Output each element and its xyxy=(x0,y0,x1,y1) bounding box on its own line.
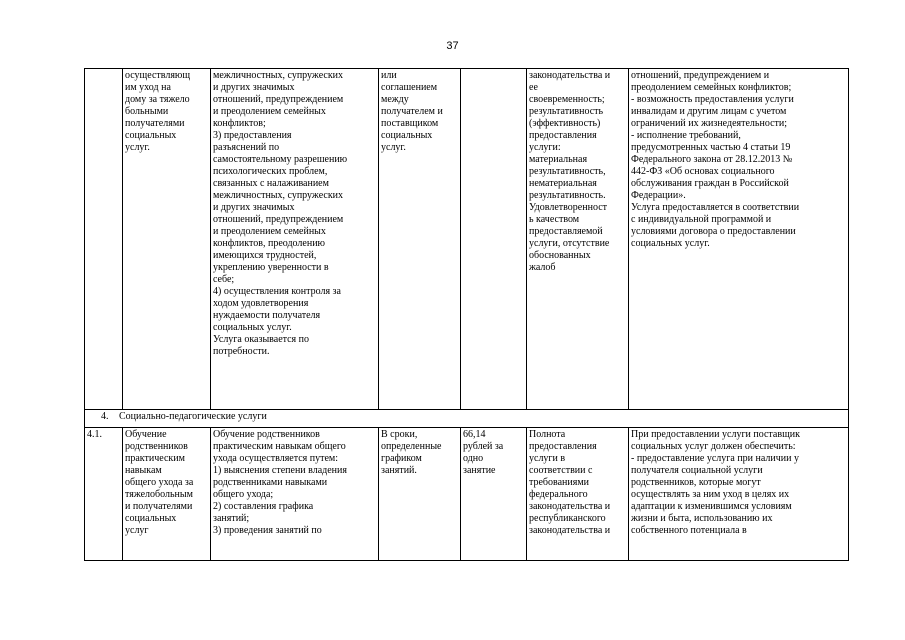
cell-service-terms: или соглашением между получателем и поставщиком социальных услуг. xyxy=(379,69,461,410)
cell-service-name: осуществляющ им уход на дому за тяжело больными получателями социальных услуг. xyxy=(123,69,211,410)
cell-service-terms: В сроки, определенные графиком занятий. xyxy=(379,428,461,561)
cell-quality-indicators: Полнота предоставления услуги в соответствии с требованиями федерального законодательства и республиканского законодательства и xyxy=(527,428,629,561)
cell-service-description: Обучение родственников практическим навыкам общего ухода осуществляется путем: 1) выяснения степени владения родственниками навыками общего ухода; 2) составления графика занятий; 3) проведения занятий по xyxy=(211,428,379,561)
table-row-continued xyxy=(85,69,849,410)
cell-conditions: При предоставлении услуги поставщик социальных услуг должен обеспечить: - предоставление услуга при наличии у получателя социальной услуги родственников, которые могут осуществлять за ним уход в целях их адаптации к изменившимся условиям жизни и быта, использованию их собственного потенциала в xyxy=(629,428,849,561)
cell-number: 4.1. xyxy=(85,428,123,561)
section-number: 4. xyxy=(101,411,109,422)
cell-service-description: межличностных, супружеских и других значимых отношений, предупреждением и преодолением семейных конфликтов; 3) предоставления разъяснений по самостоятельному разрешению психологических проблем, связанных с налаживанием межличностных, супружеских и других значимых отношений, предупреждением и преодолением семейных конфликтов, преодолению имеющихся трудностей, укреплению уверенности в себе; 4) осуществления контроля за ходом удовлетворения нуждаемости получателя социальных услуг. Услуга оказывается по потребности. xyxy=(211,69,379,410)
table-row-4-1 xyxy=(85,428,849,561)
cell-number xyxy=(85,69,123,410)
section-title: Социально-педагогические услуги xyxy=(119,411,267,422)
section-row xyxy=(85,410,849,428)
page-number: 37 xyxy=(446,40,459,52)
services-table xyxy=(84,68,849,561)
cell-conditions: отношений, предупреждением и преодолением семейных конфликтов; - возможность предоставления услуги инвалидам и другим лицам с учетом ограничений их жизнедеятельности; - исполнение требований, предусмотренных частью 4 статьи 19 Федерального закона от 28.12.2013 № 442-ФЗ «Об основах социального обслуживания граждан в Российской Федерации». Услуга предоставляется в соответствии с индивидуальной программой и условиями договора о предоставлении социальных услуг. xyxy=(629,69,849,410)
section-heading xyxy=(85,410,849,428)
cell-quality-indicators: законодательства и ее своевременность; результативность (эффективность) предоставления услуги: материальная результативность, нематериальная результативность. Удовлетворенност ь качеством предоставляемой услуги, отсутствие обоснованных жалоб xyxy=(527,69,629,410)
cell-tariff: 66,14 рублей за одно занятие xyxy=(461,428,527,561)
cell-service-name: Обучение родственников практическим навыкам общего ухода за тяжелобольным и получателями социальных услуг xyxy=(123,428,211,561)
cell-tariff xyxy=(461,69,527,410)
